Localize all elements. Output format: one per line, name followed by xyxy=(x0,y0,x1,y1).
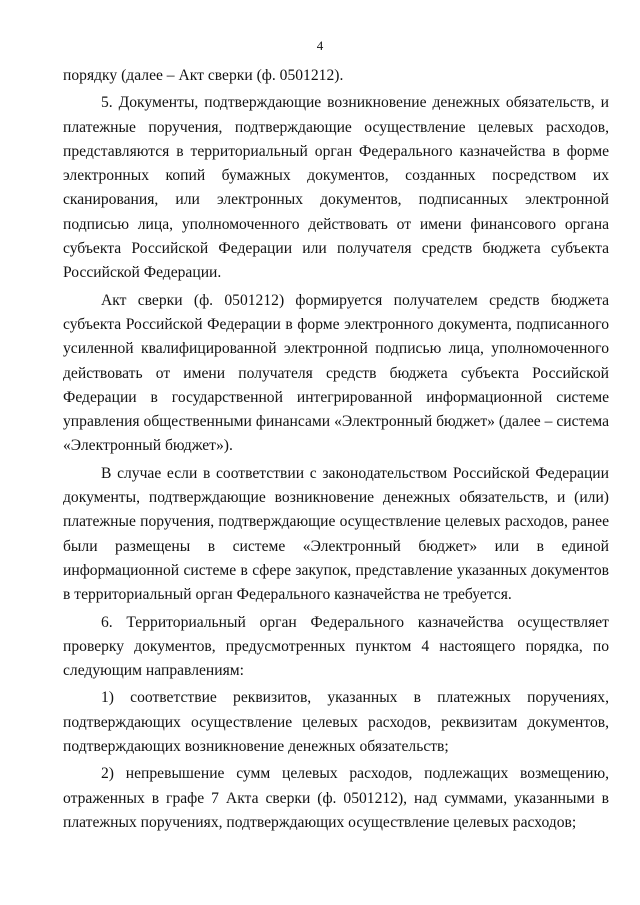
paragraph-exception: В случае если в соответствии с законодательством Российской Федерации документы, подтверждающие возникновение денежных обязательств, и (или) платежные поручения, подтверждающие осуществление целевых расходов, ранее были размещены в системе «Электронный бюджет» или в единой информационной системе в сфере закупок, представление указанных документов в территориальный орган Федерального казначейства не требуется. xyxy=(63,464,609,604)
document-body xyxy=(63,64,609,835)
paragraph-continuation: порядку (далее – Акт сверки (ф. 0501212). xyxy=(63,67,344,84)
paragraph-item-5: 5. Документы, подтверждающие возникновение денежных обязательств, и платежные поручения, подтверждающие осуществление целевых расходов, представляются в территориальный орган Федерального казначейства в форме электронных копий бумажных документов, созданных посредством их сканирования, или электронных документов, подписанных электронной подписью лица, уполномоченного действовать от имени финансового органа субъекта Российской Федерации или получателя средств бюджета субъекта Российской Федерации. xyxy=(63,94,609,282)
page-number: 4 xyxy=(316,38,324,53)
paragraph-subitem-2: 2) непревышение сумм целевых расходов, подлежащих возмещению, отраженных в графе 7 Акта сверки (ф. 0501212), над суммами, указанными в платежных поручениях, подтверждающих осуществление целевых расходов; xyxy=(63,765,609,831)
paragraph-item-6: 6. Территориальный орган Федерального казначейства осуществляет проверку документов, предусмотренных пунктом 4 настоящего порядка, по следующим направлениям: xyxy=(63,613,609,680)
paragraph-reconciliation-act: Акт сверки (ф. 0501212) формируется получателем средств бюджета субъекта Российской Федерации в форме электронного документа, подписанного усиленной квалифицированной электронной подписью лица, уполномоченного действовать от имени получателя средств бюджета субъекта Российской Федерации в государственной интегрированной информационной системе управления общественными финансами «Электронный бюджет» (далее – система «Электронный бюджет»). xyxy=(63,291,609,455)
paragraph-subitem-1: 1) соответствие реквизитов, указанных в платежных поручениях, подтверждающих осуществление целевых расходов, реквизитам документов, подтверждающих возникновение денежных обязательств; xyxy=(63,689,609,756)
